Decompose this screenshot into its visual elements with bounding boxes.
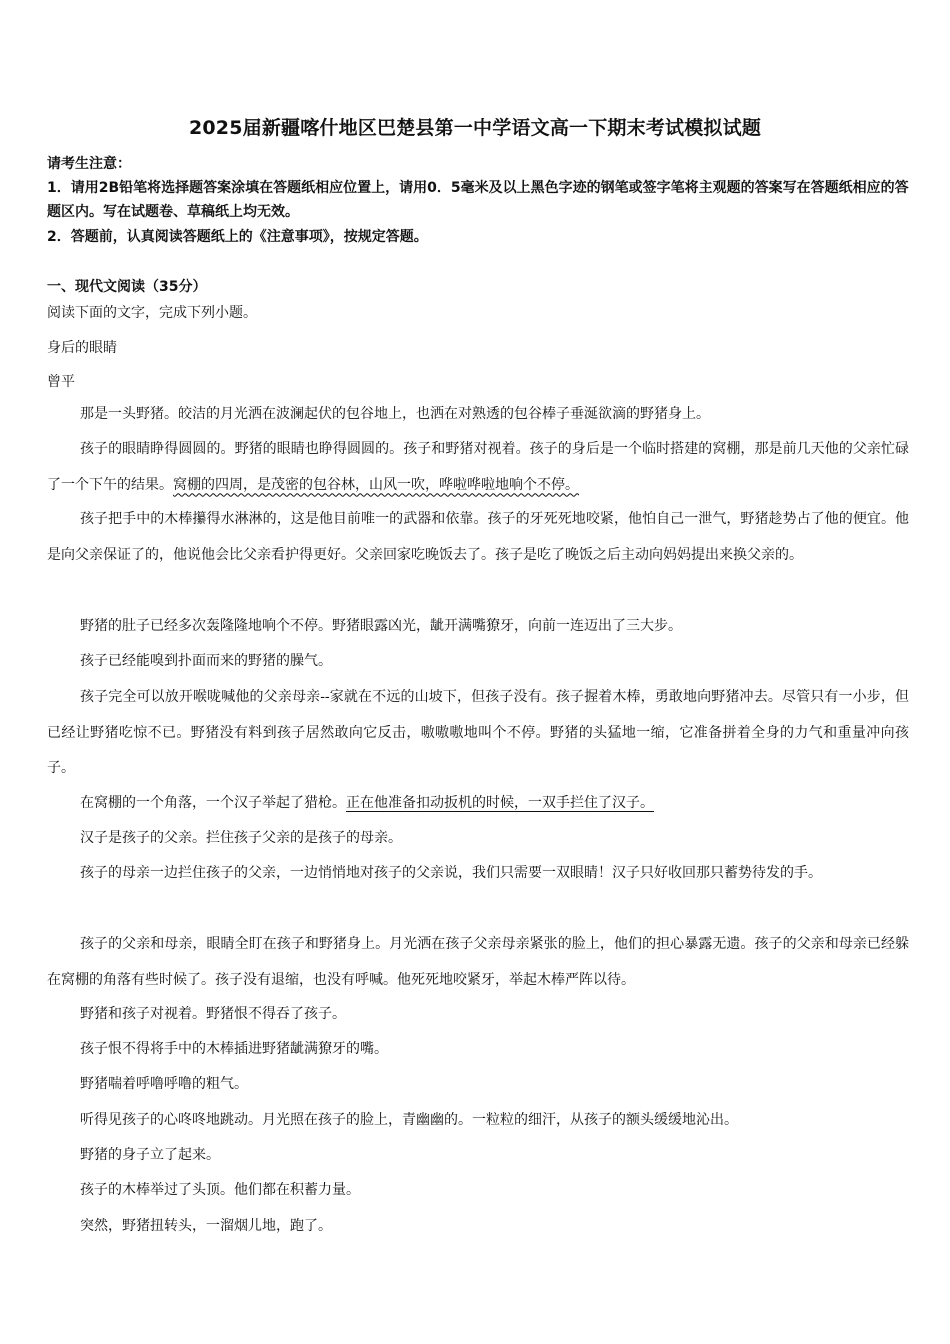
paragraph-7 (47, 786, 909, 822)
paragraph-7-underlined-text: 正在他准备扣动扳机的时候，一双手拦住了汉子。 (346, 795, 654, 811)
paragraph-1: 那是一头野猪。皎洁的月光洒在波澜起伏的包谷地上，也洒在对熟透的包谷棒子垂涎欲滴的野猪身上。 (80, 406, 710, 422)
paragraph-16: 孩子的木棒举过了头顶。他们都在积蓄力量。 (80, 1182, 360, 1198)
paragraph-2-text: 孩子的眼睛睁得圆圆的。野猪的眼睛也睁得圆圆的。孩子和野猪对视着。孩子的身后是一个临时搭建的窝棚，那是前几天他的父亲忙碌了一个下午的结果。 (47, 441, 909, 493)
paragraph-5: 孩子已经能嗅到扑面而来的野猪的臊气。 (80, 653, 332, 669)
notice-item-1: 1．请用2B铅笔将选择题答案涂填在答题纸相应位置上，请用0．5毫米及以上黑色字迹的钢笔或签字笔将主观题的答案写在答题纸相应的答题区内。写在试题卷、草稿纸上均无效。 (47, 180, 909, 220)
notice-heading: 请考生注意： (47, 156, 131, 172)
story-title: 身后的眼睛 (47, 340, 117, 356)
paragraph-9: 孩子的母亲一边拦住孩子的父亲，一边悄悄地对孩子的父亲说，我们只需要一双眼睛！汉子只好收回那只蓄势待发的手。 (80, 865, 822, 881)
paragraph-7-text: 在窝棚的一个角落，一个汉子举起了猎枪。 (80, 795, 346, 811)
paragraph-12: 孩子恨不得将手中的木棒插进野猪龇满獠牙的嘴。 (80, 1041, 388, 1057)
paragraph-10: 孩子的父亲和母亲，眼睛全盯在孩子和野猪身上。月光洒在孩子父亲母亲紧张的脸上，他们的担心暴露无遗。孩子的父亲和母亲已经躲在窝棚的角落有些时候了。孩子没有退缩，也没有呼喊。他死死地咬紧牙，举起木棒严阵以待。 (47, 936, 909, 988)
section-heading: 一、现代文阅读（35分） (47, 279, 207, 295)
exam-title: 2025届新疆喀什地区巴楚县第一中学语文高一下期末考试模拟试题 (188, 117, 762, 139)
paragraph-2 (47, 432, 909, 503)
story-author: 曾平 (47, 374, 75, 390)
notice-item-2: 2．答题前，认真阅读答题纸上的《注意事项》，按规定答题。 (47, 229, 428, 245)
paragraph-17: 突然，野猪扭转头，一溜烟儿地，跑了。 (80, 1218, 332, 1234)
paragraph-11: 野猪和孩子对视着。野猪恨不得吞了孩子。 (80, 1006, 346, 1022)
paragraph-3: 孩子把手中的木棒攥得水淋淋的，这是他目前唯一的武器和依靠。孩子的牙死死地咬紧，他怕自己一泄气，野猪趁势占了他的便宜。他是向父亲保证了的，他说他会比父亲看护得更好。父亲回家吃晚饭去了。孩子是吃了晚饭之后主动向妈妈提出来换父亲的。 (47, 511, 909, 563)
paragraph-2-underlined-text: 窝棚的四周，是茂密的包谷林，山风一吹，哗啦哗啦地响个不停。 (173, 476, 579, 493)
paragraph-6: 孩子完全可以放开喉咙喊他的父亲母亲--家就在不远的山坡下，但孩子没有。孩子握着木棒，勇敢地向野猪冲去。尽管只有一小步，但已经让野猪吃惊不已。野猪没有料到孩子居然敢向它反击，嗷嗷嗷地叫个不停。野猪的头猛地一缩，它准备拼着全身的力气和重量冲向孩子。 (47, 689, 909, 776)
paragraph-14: 听得见孩子的心咚咚地跳动。月光照在孩子的脸上，青幽幽的。一粒粒的细汗，从孩子的额头缓缓地沁出。 (80, 1112, 738, 1128)
paragraph-8: 汉子是孩子的父亲。拦住孩子父亲的是孩子的母亲。 (80, 830, 402, 846)
reading-instruction: 阅读下面的文字，完成下列小题。 (47, 305, 257, 321)
paragraph-15: 野猪的身子立了起来。 (80, 1147, 220, 1163)
paragraph-4: 野猪的肚子已经多次轰隆隆地响个不停。野猪眼露凶光，龇开满嘴獠牙，向前一连迈出了三大步。 (80, 618, 682, 634)
paragraph-13: 野猪喘着呼噜呼噜的粗气。 (80, 1076, 248, 1092)
